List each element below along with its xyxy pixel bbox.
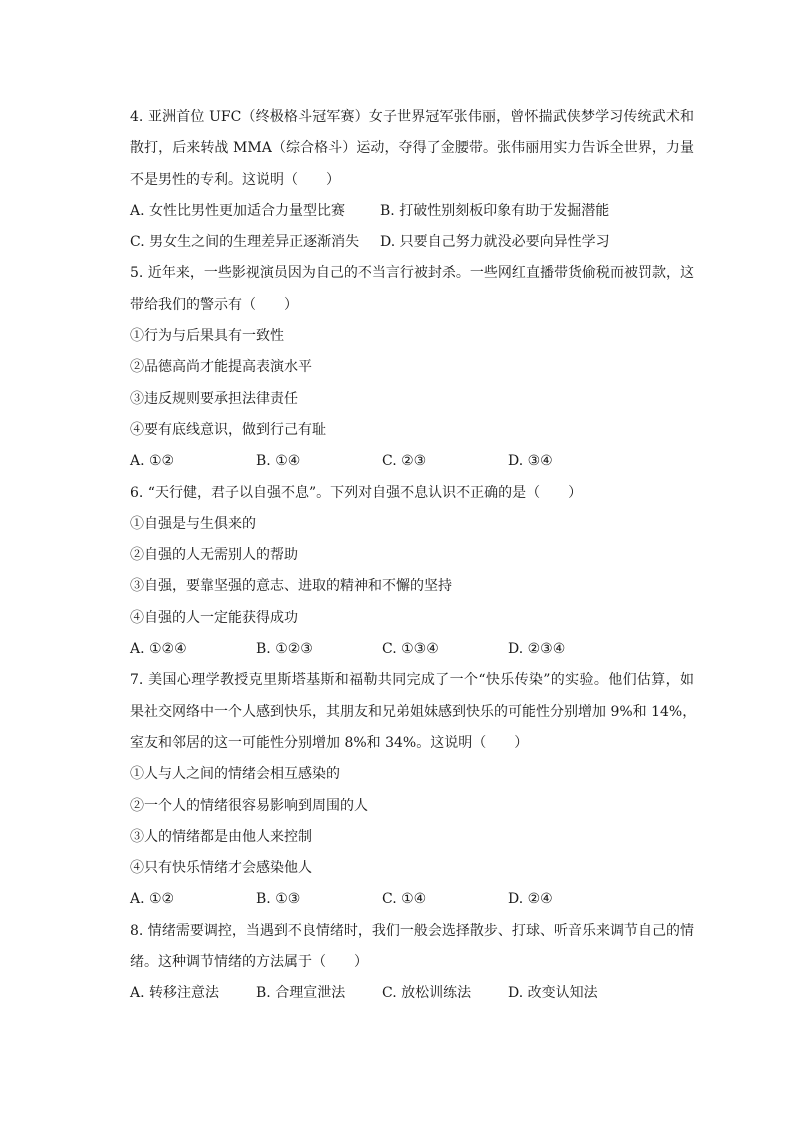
option-d[interactable]: D. ③④ bbox=[508, 453, 553, 470]
question-stem-line: 5. 近年来，一些影视演员因为自己的不当言行被封杀。一些网红直播带货偷税而被罚款，这 bbox=[130, 265, 694, 282]
option-row bbox=[130, 634, 694, 665]
option-b[interactable]: B. 打破性别刻板印象有助于发掘潜能 bbox=[380, 202, 610, 219]
statement-3: ③自强，要靠坚强的意志、进取的精神和不懈的坚持 bbox=[130, 578, 452, 595]
question-6 bbox=[130, 478, 694, 666]
question-stem-line: 4. 亚洲首位 UFC（终极格斗冠军赛）女子世界冠军张伟丽，曾怀揣武侠梦学习传统武术和 bbox=[130, 109, 694, 125]
question-7 bbox=[130, 665, 697, 915]
option-a[interactable]: A. ①② bbox=[130, 891, 175, 908]
question-stem-line: 8. 情绪需要调控，当遇到不良情绪时，我们一般会选择散步、打球、听音乐来调节自己的情 bbox=[130, 922, 694, 939]
option-row bbox=[130, 978, 694, 1009]
option-a[interactable]: A. 女性比男性更加适合力量型比赛 bbox=[130, 202, 346, 219]
option-b[interactable]: B. 合理宣泄法 bbox=[256, 985, 346, 1002]
option-a[interactable]: A. 转移注意法 bbox=[130, 985, 220, 1002]
statement-2: ②品德高尚才能提高表演水平 bbox=[130, 359, 312, 376]
option-c[interactable]: C. ②③ bbox=[382, 453, 427, 470]
question-stem-line: 绪。这种调节情绪的方法属于（ ） bbox=[130, 954, 368, 971]
question-stem-line: 7. 美国心理学教授克里斯塔基斯和福勒共同完成了一个“快乐传染”的实验。他们估算，如 bbox=[130, 672, 694, 689]
option-c[interactable]: C. 男女生之间的生理差异正逐渐消失 bbox=[130, 234, 360, 251]
question-4 bbox=[130, 102, 694, 258]
statement-3: ③违反规则要承担法律责任 bbox=[130, 390, 298, 407]
question-stem-line: 带给我们的警示有（ ） bbox=[130, 296, 298, 313]
option-d[interactable]: D. ②④ bbox=[508, 891, 553, 908]
option-d[interactable]: D. ②③④ bbox=[508, 641, 566, 658]
option-c[interactable]: C. ①③④ bbox=[382, 641, 439, 658]
option-a[interactable]: A. ①② bbox=[130, 453, 175, 470]
exam-page bbox=[130, 102, 697, 1010]
option-b[interactable]: B. ①③ bbox=[256, 891, 301, 908]
statement-4: ④只有快乐情绪才会感染他人 bbox=[130, 860, 312, 877]
question-stem-line: 散打，后来转战 MMA（综合格斗）运动，夺得了金腰带。张伟丽用实力告诉全世界，力量 bbox=[130, 140, 694, 157]
statement-1: ①自强是与生俱来的 bbox=[130, 515, 256, 532]
option-c[interactable]: C. 放松训练法 bbox=[382, 985, 472, 1002]
option-c[interactable]: C. ①④ bbox=[382, 891, 427, 908]
statement-2: ②一个人的情绪很容易影响到周围的人 bbox=[130, 797, 368, 814]
statement-1: ①行为与后果具有一致性 bbox=[130, 328, 284, 345]
question-stem-line: 6. “天行健，君子以自强不息”。下列对自强不息认识不正确的是（ ） bbox=[130, 484, 583, 501]
statement-2: ②自强的人无需别人的帮助 bbox=[130, 547, 298, 564]
option-row bbox=[130, 227, 694, 258]
option-row bbox=[130, 884, 694, 915]
statement-4: ④要有底线意识，做到行己有耻 bbox=[130, 421, 326, 438]
option-d[interactable]: D. 只要自己努力就没必要向异性学习 bbox=[380, 234, 610, 251]
option-b[interactable]: B. ①④ bbox=[256, 453, 301, 470]
option-row bbox=[130, 446, 694, 477]
option-a[interactable]: A. ①②④ bbox=[130, 641, 187, 658]
question-stem-line: 不是男性的专利。这说明（ ） bbox=[130, 171, 340, 188]
question-stem-line: 室友和邻居的这一可能性分别增加 8%和 34%。这说明（ ） bbox=[130, 734, 529, 751]
question-8 bbox=[130, 916, 694, 1010]
statement-3: ③人的情绪都是由他人来控制 bbox=[130, 828, 312, 845]
statement-4: ④自强的人一定能获得成功 bbox=[130, 609, 298, 626]
option-row bbox=[130, 196, 694, 227]
statement-1: ①人与人之间的情绪会相互感染的 bbox=[130, 766, 340, 783]
question-stem-line: 果社交网络中一个人感到快乐，其朋友和兄弟姐妹感到快乐的可能性分别增加 9%和 14%， bbox=[130, 703, 697, 720]
option-b[interactable]: B. ①②③ bbox=[256, 641, 313, 658]
question-5 bbox=[130, 258, 694, 477]
option-d[interactable]: D. 改变认知法 bbox=[508, 985, 598, 1002]
